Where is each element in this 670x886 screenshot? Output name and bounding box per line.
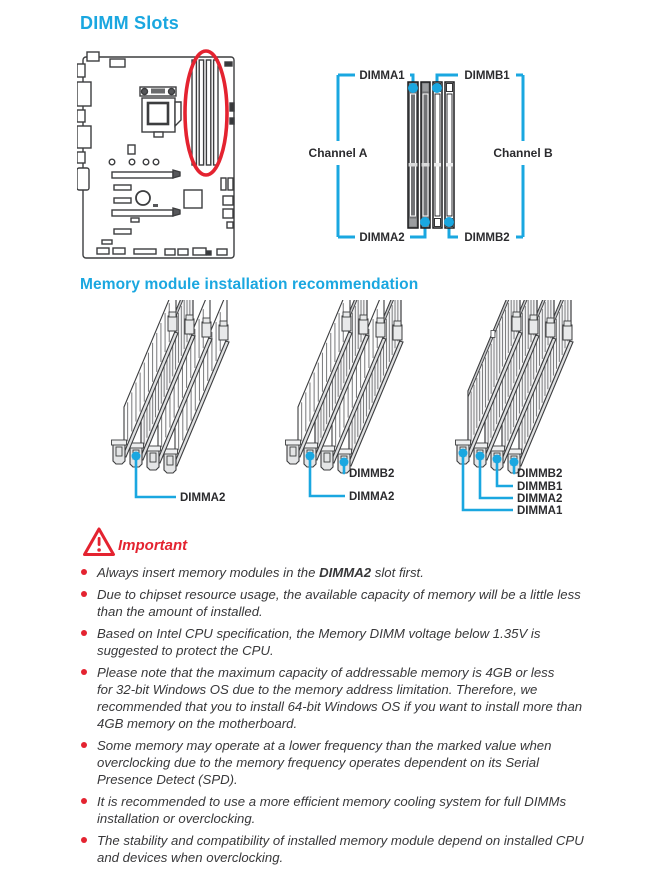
pcie-x16-slot — [112, 172, 173, 178]
installation-heading: Memory module installation recommendation — [80, 276, 419, 293]
label-dimma1: DIMMA1 — [359, 70, 405, 82]
bullet-text: Based on Intel CPU specification, the Memory DIMM voltage below 1.35V is — [97, 626, 541, 641]
bullet-text: and devices when overclocking. — [97, 850, 284, 865]
bullet-text: Always insert memory modules in the — [97, 565, 320, 580]
far-clip — [168, 316, 177, 331]
near-clip — [147, 449, 159, 470]
slot-dimmb1 — [433, 82, 442, 228]
far-clip — [529, 319, 538, 334]
far-clip-top — [360, 315, 367, 320]
dimm-slot — [206, 60, 210, 165]
label-channel-a: Channel A — [308, 146, 368, 160]
important-list — [80, 564, 628, 871]
install-diagram-3 — [432, 300, 642, 525]
far-clip — [219, 325, 228, 340]
page-title: DIMM Slots — [80, 13, 179, 33]
near-clip-cap — [112, 440, 127, 445]
slot-label: DIMMB2 — [517, 468, 563, 480]
far-clip-top — [377, 318, 384, 323]
bullet-text: slot first. — [371, 565, 424, 580]
bullet-text: The stability and compatibility of installed memory module depend on installed CPU — [97, 833, 584, 848]
slot-dimmb2 — [445, 82, 454, 228]
far-clip — [359, 319, 368, 334]
far-clip — [202, 322, 211, 337]
dot-dimmb2 — [444, 217, 454, 227]
far-clip-top — [564, 321, 571, 326]
slot-marker-dot — [493, 455, 502, 464]
slot-label: DIMMA2 — [349, 491, 395, 503]
near-clip — [287, 443, 299, 464]
far-clip-top — [547, 318, 554, 323]
install-diagram-1-svg — [88, 300, 288, 525]
pcie-x1-slot — [114, 198, 131, 203]
slot-dimma1 — [408, 82, 418, 228]
dimm-slot — [199, 60, 203, 165]
cpu-socket — [140, 87, 181, 137]
near-clip — [321, 449, 333, 470]
bullet-dot — [81, 837, 87, 843]
io-port — [77, 152, 85, 163]
bullet-dot — [81, 669, 87, 675]
channel-diagram-svg — [300, 58, 570, 253]
slot-label: DIMMB1 — [517, 481, 563, 493]
far-clip — [376, 322, 385, 337]
near-clip — [164, 452, 176, 473]
io-port — [77, 168, 89, 190]
io-port — [77, 126, 91, 148]
bullet-text: It is recommended to use a more efficient memory cooling system for full DIMMs — [97, 794, 567, 809]
bullet-dot — [81, 591, 87, 597]
bullet-item — [80, 586, 628, 620]
slot-label: DIMMA2 — [180, 492, 226, 504]
pcie-x16-slot — [112, 210, 173, 216]
bullet-item — [80, 564, 628, 581]
slot-marker-dot — [476, 452, 485, 461]
bullet-dot — [81, 630, 87, 636]
label-channel-b: Channel B — [493, 146, 553, 160]
slot-marker-dot — [510, 458, 519, 467]
far-clip — [342, 316, 351, 331]
slot-dimma2 — [421, 82, 430, 228]
dot-dimmb1 — [432, 83, 442, 93]
bullet-text: overclocking due to the memory frequency operates dependent on its Serial — [97, 755, 540, 770]
near-clip-cap — [286, 440, 301, 445]
far-clip — [185, 319, 194, 334]
io-port — [77, 64, 85, 77]
label-dimmb1: DIMMB1 — [464, 70, 510, 82]
far-clip-top — [169, 312, 176, 317]
bullet-item — [80, 737, 628, 788]
io-port — [77, 82, 91, 106]
io-port — [77, 110, 85, 122]
dot-dimma2 — [420, 217, 430, 227]
bullet-text: suggested to protect the CPU. — [97, 643, 274, 658]
slot-label: DIMMA1 — [517, 505, 563, 517]
near-clip — [113, 443, 125, 464]
bullet-item — [80, 625, 628, 659]
far-clip-top — [220, 321, 227, 326]
far-clip-top — [343, 312, 350, 317]
far-clip-top — [203, 318, 210, 323]
slot-marker-dot — [459, 449, 468, 458]
install-diagram-1 — [88, 300, 288, 525]
slot-marker-dot — [132, 452, 141, 461]
bullet-item — [80, 793, 628, 827]
install-diagram-3-svg — [432, 300, 642, 525]
bullet-dot — [81, 742, 87, 748]
important-heading: Important — [118, 537, 188, 554]
motherboard-diagram — [77, 46, 242, 266]
channel-slots — [408, 82, 454, 228]
far-clip — [546, 322, 555, 337]
bullet-text-bold: DIMMA2 — [319, 565, 372, 580]
near-clip-cap — [456, 440, 471, 445]
motherboard-top-view — [77, 46, 242, 266]
slot-marker-dot — [340, 458, 349, 467]
label-dimmb2: DIMMB2 — [464, 232, 510, 244]
slot-label: DIMMB2 — [349, 468, 395, 480]
far-clip-top — [394, 321, 401, 326]
bullet-text: Some memory may operate at a lower frequency than the marked value when — [97, 738, 552, 753]
bullet-text: Presence Detect (SPD). — [97, 772, 238, 787]
bullet-text: installation or overclocking. — [97, 811, 256, 826]
dimm-slot — [192, 60, 196, 165]
bullet-text: than the amount of installed. — [97, 604, 263, 619]
far-clip — [393, 325, 402, 340]
cmos-battery — [136, 191, 150, 205]
chipset — [184, 190, 202, 208]
dimm-slot — [214, 60, 218, 165]
far-clip — [512, 316, 521, 331]
label-dimma2: DIMMA2 — [359, 232, 405, 244]
bullet-text: for 32-bit Windows OS due to the memory address limitation. Therefore, we — [97, 682, 538, 697]
far-clip-top — [530, 315, 537, 320]
bullet-text: recommended that you to install 64-bit Windows OS if you want to install more than — [97, 699, 583, 714]
bullet-text: 4GB memory on the motherboard. — [97, 716, 298, 731]
bullet-text: Due to chipset resource usage, the available capacity of memory will be a little less — [97, 587, 581, 602]
leader-line — [463, 456, 513, 510]
far-clip-top — [186, 315, 193, 320]
bullet-item — [80, 832, 628, 866]
bullet-dot — [81, 569, 87, 575]
bullet-text: Please note that the maximum capacity of addressable memory is 4GB or less — [97, 665, 555, 680]
bullet-dot — [81, 798, 87, 804]
dot-dimma1 — [408, 83, 418, 93]
far-clip-top — [513, 312, 520, 317]
channel-diagram — [300, 58, 570, 253]
bullet-item — [80, 664, 628, 732]
pcie-x1-slot — [114, 185, 131, 190]
slot-label: DIMMA2 — [517, 493, 563, 505]
module-notch — [491, 330, 495, 337]
far-clip — [563, 325, 572, 340]
slot-marker-dot — [306, 452, 315, 461]
warning-triangle-icon — [82, 526, 116, 558]
